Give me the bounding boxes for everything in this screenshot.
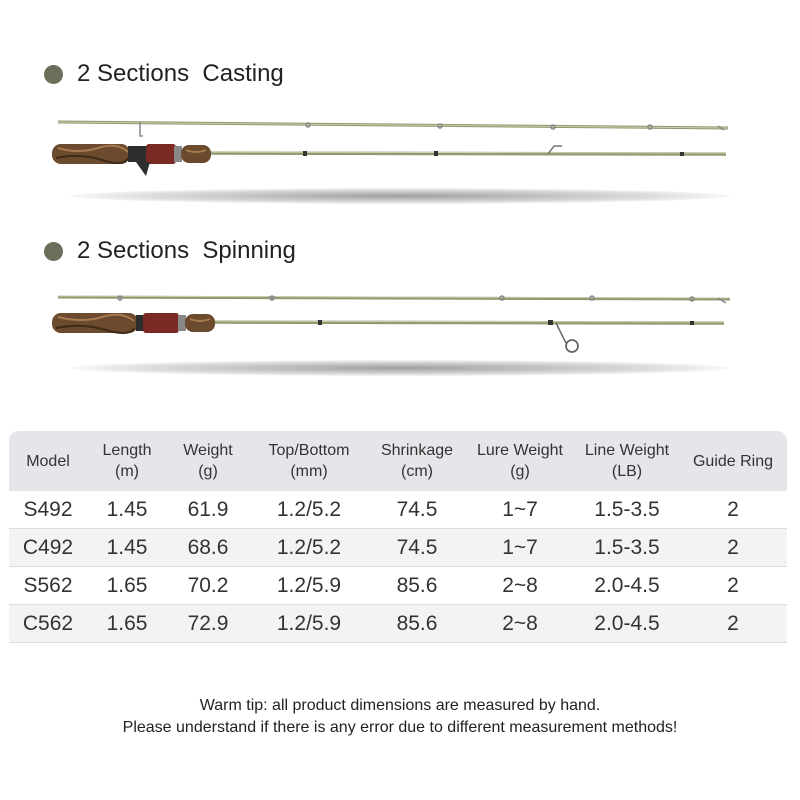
spinning-rod-image (0, 286, 800, 361)
cell-weight: 68.6 (167, 529, 249, 567)
header-length: Length (m) (87, 431, 167, 491)
cell-length: 1.45 (87, 529, 167, 567)
rod-shadow (70, 188, 730, 204)
cell-lure-weight: 2~8 (465, 605, 575, 643)
cell-shrinkage: 85.6 (369, 567, 465, 605)
cell-shrinkage: 74.5 (369, 491, 465, 529)
cell-weight: 70.2 (167, 567, 249, 605)
cell-line-weight: 1.5-3.5 (575, 491, 679, 529)
header-weight: Weight (g) (167, 431, 249, 491)
cell-length: 1.45 (87, 491, 167, 529)
table-row (9, 529, 787, 567)
header-model: Model (9, 431, 87, 491)
cell-lure-weight: 2~8 (465, 567, 575, 605)
table-row (9, 567, 787, 605)
spec-table (9, 431, 787, 643)
header-top-bottom: Top/Bottom (mm) (249, 431, 369, 491)
casting-rod-image (0, 110, 800, 180)
bullet-icon (44, 242, 63, 261)
rod-shadow (70, 360, 730, 376)
guide-ring (566, 340, 578, 352)
warm-tip-line-2: Please understand if there is any error due to different measurement methods! (122, 719, 678, 736)
cell-guide-ring: 2 (679, 605, 787, 643)
section-heading-casting (44, 60, 284, 88)
cell-model: S492 (9, 491, 87, 529)
cell-guide-ring: 2 (679, 491, 787, 529)
header-line-weight: Line Weight (LB) (575, 431, 679, 491)
cell-guide-ring: 2 (679, 529, 787, 567)
section-title: 2 Sections Casting (77, 60, 284, 87)
cell-guide-ring: 2 (679, 567, 787, 605)
cell-top-bottom: 1.2/5.2 (249, 491, 369, 529)
warm-tip (0, 695, 800, 739)
cell-line-weight: 2.0-4.5 (575, 567, 679, 605)
cell-top-bottom: 1.2/5.9 (249, 605, 369, 643)
cell-top-bottom: 1.2/5.9 (249, 567, 369, 605)
header-lure-weight: Lure Weight (g) (465, 431, 575, 491)
cell-model: C492 (9, 529, 87, 567)
header-guide-ring: Guide Ring (679, 431, 787, 491)
cell-line-weight: 2.0-4.5 (575, 605, 679, 643)
cell-shrinkage: 85.6 (369, 605, 465, 643)
cell-lure-weight: 1~7 (465, 529, 575, 567)
cell-length: 1.65 (87, 567, 167, 605)
cell-weight: 72.9 (167, 605, 249, 643)
section-title: 2 Sections Spinning (77, 237, 296, 264)
cell-line-weight: 1.5-3.5 (575, 529, 679, 567)
cell-model: S562 (9, 567, 87, 605)
table-row (9, 491, 787, 529)
cell-shrinkage: 74.5 (369, 529, 465, 567)
reel-seat (143, 313, 179, 333)
cell-top-bottom: 1.2/5.2 (249, 529, 369, 567)
bullet-icon (44, 65, 63, 84)
warm-tip-line-1: Warm tip: all product dimensions are measured by hand. (199, 697, 601, 714)
section-heading-spinning (44, 237, 296, 265)
cell-length: 1.65 (87, 605, 167, 643)
cell-model: C562 (9, 605, 87, 643)
reel-seat (146, 144, 176, 164)
table-row (9, 605, 787, 643)
cell-lure-weight: 1~7 (465, 491, 575, 529)
table-header-row (9, 431, 787, 491)
cell-weight: 61.9 (167, 491, 249, 529)
header-shrinkage: Shrinkage (cm) (369, 431, 465, 491)
